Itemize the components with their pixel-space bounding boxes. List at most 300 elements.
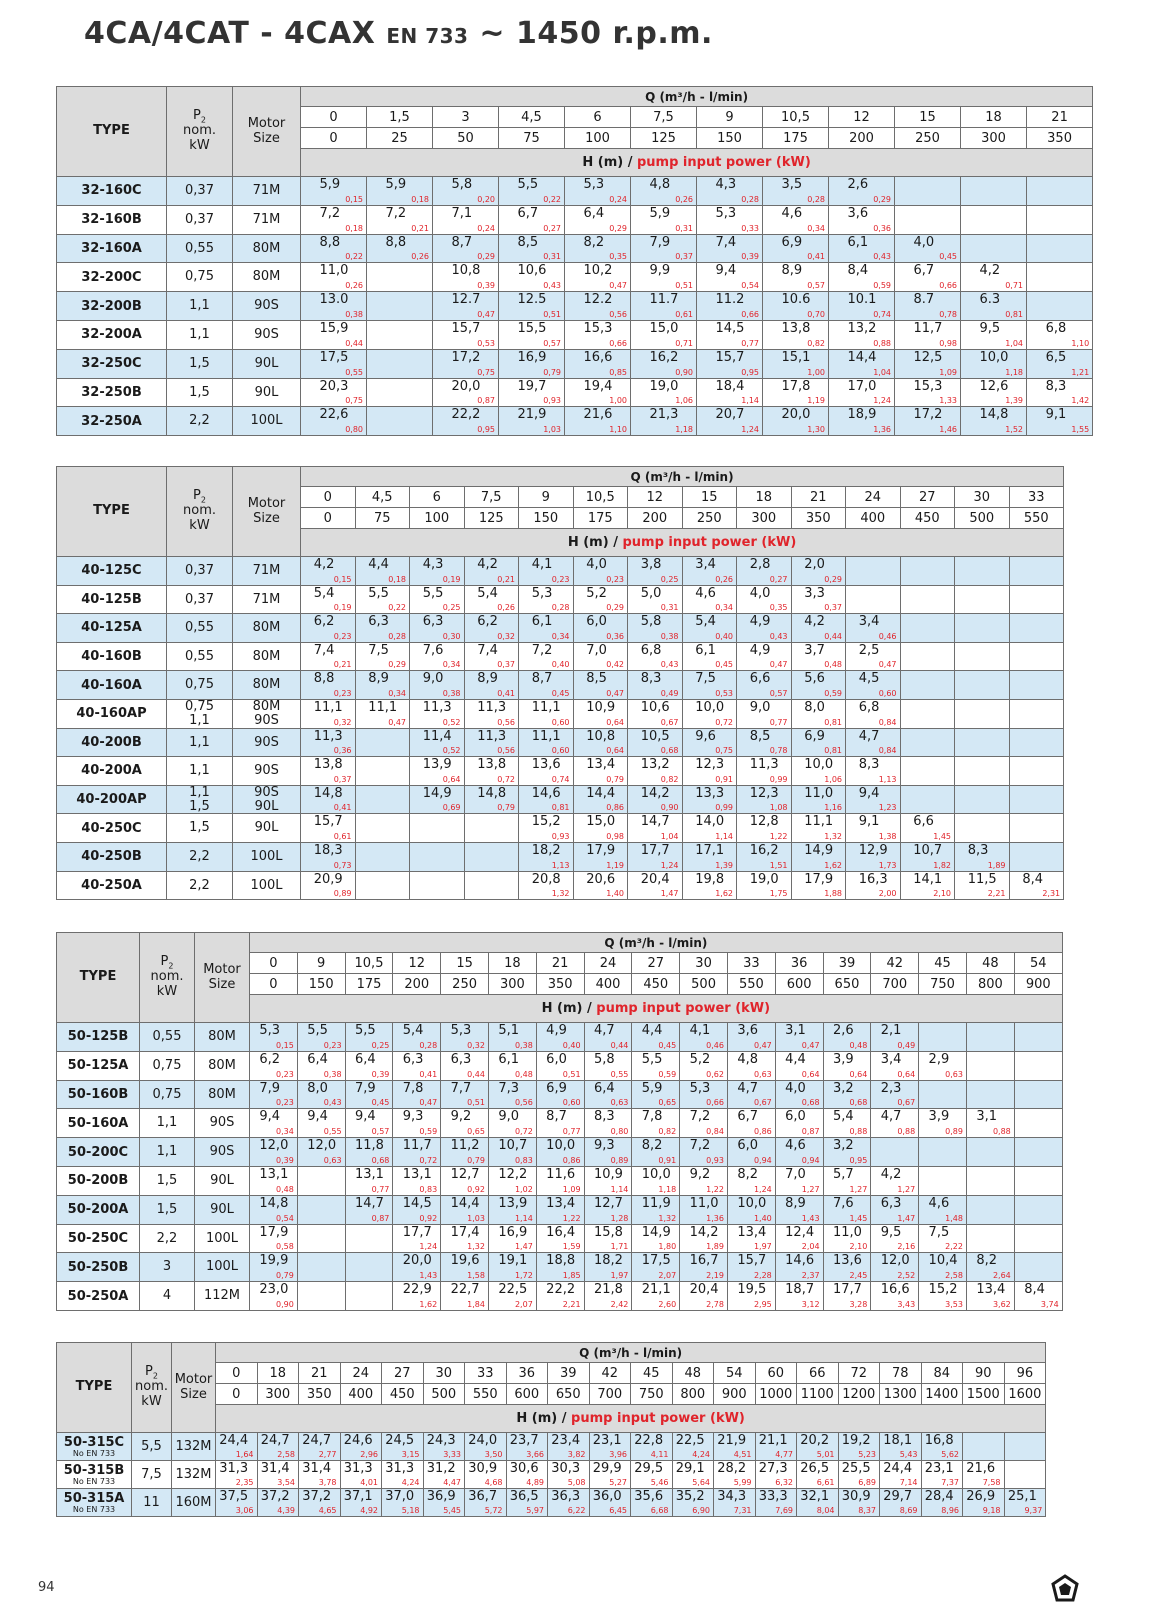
motor-cell: [195, 1051, 250, 1080]
q-m3h-value: 4,5: [499, 107, 565, 128]
data-cell: [536, 1051, 584, 1080]
power-input-value: 1,23: [878, 803, 897, 813]
type-name: 32-250A: [81, 413, 142, 429]
data-cell: [727, 1138, 775, 1167]
power-input-value: 1,39: [715, 860, 733, 870]
power-input-value: 2,10: [849, 1242, 868, 1252]
data-cell: [871, 1166, 919, 1195]
data-cell: [628, 871, 683, 900]
data-cell: [737, 585, 792, 614]
motor-cell: [172, 1461, 216, 1489]
power-input-value: 1,52: [1005, 425, 1023, 435]
power-input-value: 0,69: [442, 803, 461, 813]
header-row-q: [57, 1343, 1046, 1363]
q-m3h-value: 4,5: [355, 487, 410, 508]
data-cell: [755, 1433, 797, 1461]
data-cell: [355, 557, 410, 586]
data-cell: [846, 785, 901, 814]
power-input-value: 0,41: [497, 688, 515, 698]
power-input-value: 1,13: [551, 860, 570, 870]
data-cell: [301, 728, 356, 757]
data-cell: [1014, 1023, 1062, 1052]
power-value: 2,2: [189, 848, 210, 864]
head-value: 8,0: [307, 1080, 328, 1096]
power-input-value: 0,64: [442, 774, 461, 784]
data-cell: [340, 1461, 382, 1489]
power-input-value: 5,97: [526, 1506, 544, 1515]
type-name: 40-160AP: [76, 706, 147, 722]
head-value: 3,8: [640, 557, 662, 572]
data-cell: [775, 1282, 823, 1311]
data-cell: [791, 728, 846, 757]
data-cell: [250, 1282, 298, 1311]
data-cell: [301, 320, 367, 349]
data-cell: [697, 378, 763, 407]
head-value: 11,7: [913, 320, 943, 336]
head-value: 5,4: [402, 1023, 424, 1038]
head-value: 17,5: [641, 1253, 671, 1269]
data-cell: [628, 585, 683, 614]
data-cell: [301, 699, 356, 728]
type-name: 32-200B: [81, 298, 142, 314]
data-cell: [680, 1253, 728, 1282]
data-cell: [433, 205, 499, 234]
h-label: H (m) /: [516, 1411, 572, 1426]
motor-value: 100L: [205, 1230, 239, 1246]
power-input-value: 1,51: [769, 860, 788, 870]
head-value: 22,7: [450, 1282, 480, 1298]
power-input-value: 0,18: [411, 194, 429, 204]
p2-sub: 2: [152, 1371, 158, 1381]
power-input-value: 3,78: [318, 1478, 337, 1487]
data-cell: [682, 557, 737, 586]
data-cell: [919, 1224, 967, 1253]
head-value: 4,2: [979, 263, 1001, 279]
data-cell: [355, 699, 410, 728]
power-input-value: 0,87: [371, 1213, 390, 1223]
q-lmin-value: 25: [367, 128, 433, 149]
q-m3h-value: 10,5: [573, 487, 628, 508]
power-value: 1,1: [189, 785, 210, 800]
data-cell: [584, 1224, 632, 1253]
head-value: 15,2: [531, 814, 561, 830]
head-value: 18,4: [715, 378, 745, 394]
power-input-value: 0,89: [333, 889, 352, 899]
q-m3h-value: 39: [823, 953, 871, 974]
power-input-value: 0,55: [323, 1127, 342, 1137]
power-input-value: 0,25: [442, 603, 461, 613]
power-label: pump input power (kW): [596, 1001, 771, 1016]
table-row: [57, 349, 1093, 378]
head-value: 21,1: [758, 1433, 788, 1448]
power-input-value: 1,43: [801, 1213, 820, 1223]
brand-logo-icon: [1050, 1574, 1080, 1604]
power-input-value: 7,69: [775, 1506, 793, 1515]
size-label: Size: [253, 510, 280, 526]
head-value: 6,4: [354, 1051, 376, 1067]
power-input-value: 0,25: [660, 574, 679, 584]
power-input-value: 1,06: [675, 396, 693, 406]
power-input-value: 0,34: [275, 1127, 294, 1137]
data-cell: [880, 1461, 922, 1489]
data-cell: [499, 292, 565, 321]
data-cell: [573, 757, 628, 786]
head-value: 7,0: [586, 642, 607, 658]
power-input-value: 1,45: [933, 831, 951, 841]
data-cell: [410, 785, 465, 814]
power-input-value: 0,22: [543, 194, 561, 204]
table-row: [57, 842, 1064, 871]
power-input-value: 2,78: [706, 1299, 724, 1309]
data-cell: [697, 320, 763, 349]
power-input-value: 1,19: [606, 860, 624, 870]
power-cell: [167, 757, 233, 786]
power-input-value: 1,42: [1071, 396, 1090, 406]
data-cell: [829, 349, 895, 378]
p2-label: P: [193, 107, 201, 123]
data-cell: [519, 585, 574, 614]
data-cell: [301, 177, 367, 206]
data-cell: [632, 1080, 680, 1109]
head-value: 14,8: [979, 407, 1009, 423]
data-cell: [961, 349, 1027, 378]
type-cell: [57, 263, 167, 292]
head-value: 27,3: [758, 1461, 788, 1476]
power-input-value: 0,79: [467, 1155, 485, 1165]
head-value: 19,7: [517, 378, 547, 394]
head-value: 12.7: [451, 292, 481, 308]
type-cell: [57, 585, 167, 614]
head-value: 14,4: [847, 349, 877, 365]
q-m3h-value: 12: [393, 953, 441, 974]
data-cell: [900, 814, 955, 843]
data-cell: [410, 842, 465, 871]
data-cell: [1027, 205, 1093, 234]
table-row: [57, 671, 1064, 700]
motor-cell: [233, 320, 301, 349]
head-value: 4,9: [749, 642, 771, 658]
q-m3h-value: 7,5: [464, 487, 519, 508]
data-cell: [697, 234, 763, 263]
head-value: 14,9: [804, 842, 834, 858]
power-input-value: 0,21: [411, 223, 429, 233]
motor-value: 80M: [252, 620, 281, 636]
data-cell: [1027, 320, 1093, 349]
power-input-value: 0,40: [551, 660, 570, 670]
head-value: 2,5: [858, 642, 880, 658]
head-value: 15,7: [715, 349, 745, 365]
power-label: pump input power (kW): [622, 535, 797, 550]
type-cell: [57, 642, 167, 671]
data-cell: [519, 814, 574, 843]
data-cell: [727, 1051, 775, 1080]
type-cell: [57, 1195, 140, 1224]
head-value: 6,4: [593, 1080, 615, 1096]
power-input-value: 0,29: [873, 194, 891, 204]
q-m3h-value: 18: [961, 107, 1027, 128]
data-cell: [871, 1224, 919, 1253]
head-value: 26,5: [800, 1461, 830, 1476]
motor-label: Motor: [247, 495, 286, 511]
q-lmin-value: 0: [301, 508, 356, 529]
data-cell: [919, 1253, 967, 1282]
head-value: 23,4: [551, 1433, 581, 1448]
data-cell: [727, 1080, 775, 1109]
data-cell: [355, 785, 410, 814]
head-value: 2,1: [880, 1023, 902, 1038]
power-input-value: 0,47: [753, 1040, 772, 1050]
power-cell: [140, 1109, 195, 1138]
power-input-value: 0,26: [715, 574, 733, 584]
data-cell: [367, 320, 433, 349]
head-value: 9,4: [354, 1109, 376, 1125]
head-value: 10,0: [546, 1138, 576, 1154]
head-value: 24,7: [302, 1433, 332, 1448]
head-value: 6,7: [517, 205, 539, 221]
head-value: 17,0: [847, 378, 877, 394]
head-value: 24,6: [343, 1433, 373, 1448]
size-label: Size: [180, 1386, 207, 1402]
power-input-value: 0,51: [543, 309, 561, 319]
power-input-value: 1,40: [753, 1213, 772, 1223]
data-cell: [1014, 1138, 1062, 1167]
data-cell: [548, 1461, 590, 1489]
data-cell: [631, 1461, 673, 1489]
type-header: TYPE: [57, 87, 167, 177]
p2-label: P: [145, 1363, 153, 1379]
power-input-value: 0,44: [345, 338, 363, 348]
head-value: 36,0: [592, 1489, 622, 1504]
data-cell: [727, 1195, 775, 1224]
head-value: 5,9: [649, 205, 671, 221]
head-value: 36,7: [468, 1489, 498, 1504]
head-value: 8,4: [847, 263, 869, 279]
power-input-value: 1,30: [807, 425, 825, 435]
head-value: 2,6: [832, 1023, 854, 1038]
data-cell: [355, 585, 410, 614]
data-cell: [791, 842, 846, 871]
power-value: 0,37: [185, 211, 214, 227]
head-value: 13,4: [976, 1282, 1006, 1298]
type-note: No EN 733: [72, 1505, 116, 1514]
data-cell: [955, 614, 1010, 643]
power-input-value: 0,52: [442, 746, 461, 756]
power-input-value: 1,18: [1005, 367, 1023, 377]
power-input-value: 0,67: [753, 1098, 772, 1108]
q-lmin-value: 200: [393, 974, 441, 995]
power-input-value: 6,22: [567, 1506, 586, 1515]
head-value: 7,4: [313, 642, 335, 658]
head-value: 14,2: [689, 1224, 719, 1240]
h-power-header: [216, 1405, 1046, 1433]
motor-cell: [233, 205, 301, 234]
head-value: 10,8: [451, 263, 481, 279]
power-input-value: 0,66: [706, 1098, 724, 1108]
data-cell: [355, 757, 410, 786]
head-value: 10,9: [586, 699, 616, 715]
power-input-value: 0,82: [658, 1127, 677, 1137]
power-input-value: 0,64: [897, 1069, 916, 1079]
power-input-value: 0,64: [606, 717, 624, 727]
data-cell: [297, 1080, 345, 1109]
power-input-value: 2,96: [360, 1450, 378, 1459]
head-value: 26,9: [966, 1489, 996, 1504]
data-cell: [919, 1051, 967, 1080]
head-value: 5,8: [451, 177, 473, 192]
power-input-value: 0,55: [345, 367, 363, 377]
data-cell: [829, 205, 895, 234]
head-value: 15,5: [517, 320, 547, 336]
data-cell: [846, 585, 901, 614]
head-value: 13,1: [402, 1166, 432, 1182]
data-cell: [1004, 1461, 1046, 1489]
power-input-value: 0,81: [824, 717, 842, 727]
power-input-value: 0,63: [610, 1098, 629, 1108]
title-separator: ~: [479, 16, 506, 51]
data-cell: [1027, 378, 1093, 407]
motor-cell: [195, 1282, 250, 1311]
q-m3h-value: 30: [955, 487, 1010, 508]
type-name: 50-200B: [67, 1173, 129, 1189]
head-value: 5,1: [498, 1023, 520, 1038]
head-value: 5,3: [259, 1023, 281, 1038]
motor-value: 90L: [254, 820, 279, 836]
head-value: 4,5: [858, 671, 880, 687]
head-value: 15,7: [737, 1253, 767, 1269]
data-cell: [919, 1080, 967, 1109]
power-input-value: 0,43: [323, 1098, 342, 1108]
type-cell: [57, 557, 167, 586]
data-cell: [697, 177, 763, 206]
head-value: 13,8: [477, 757, 507, 773]
data-cell: [1009, 728, 1064, 757]
power-input-value: 0,28: [807, 194, 825, 204]
data-cell: [506, 1433, 548, 1461]
data-cell: [900, 757, 955, 786]
data-cell: [1009, 557, 1064, 586]
power-cell: [132, 1433, 172, 1461]
head-value: 11,1: [313, 699, 343, 715]
power-input-value: 0,52: [442, 717, 461, 727]
data-cell: [628, 642, 683, 671]
motor-value: 90S: [209, 1144, 235, 1160]
motor-label: Motor: [174, 1371, 213, 1387]
data-cell: [433, 234, 499, 263]
power-cell: [132, 1461, 172, 1489]
data-cell: [433, 378, 499, 407]
power-input-value: 0,39: [741, 252, 759, 262]
data-cell: [737, 614, 792, 643]
data-cell: [900, 557, 955, 586]
power-input-value: 1,24: [741, 425, 759, 435]
type-name: 32-250C: [81, 356, 142, 372]
power-input-value: 3,06: [235, 1506, 254, 1515]
head-value: 5,5: [354, 1023, 376, 1038]
head-value: 5,3: [531, 585, 553, 601]
power-value: 1,1: [189, 712, 210, 728]
power-input-value: 3,28: [849, 1299, 868, 1309]
power-cell: [167, 234, 233, 263]
data-cell: [961, 407, 1027, 436]
data-cell: [393, 1195, 441, 1224]
data-cell: [919, 1023, 967, 1052]
power-input-value: 3,82: [567, 1450, 586, 1459]
power-input-value: 0,98: [939, 338, 957, 348]
motor-value: 80M: [252, 269, 281, 285]
power-input-value: 6,45: [609, 1506, 627, 1515]
data-cell: [797, 1461, 839, 1489]
power-input-value: 0,29: [388, 660, 406, 670]
power-input-value: 2,07: [514, 1299, 533, 1309]
data-cell: [682, 699, 737, 728]
power-input-value: 0,29: [477, 252, 495, 262]
data-cell: [871, 1023, 919, 1052]
data-cell: [441, 1051, 489, 1080]
data-cell: [1009, 757, 1064, 786]
power-input-value: 0,72: [419, 1155, 438, 1165]
head-value: 5,4: [695, 614, 716, 630]
head-value: 5,9: [641, 1080, 663, 1096]
data-cell: [1027, 177, 1093, 206]
data-cell: [680, 1051, 728, 1080]
power-input-value: 0,47: [801, 1040, 820, 1050]
q-m3h-value: 21: [299, 1363, 341, 1384]
power-input-value: 1,14: [741, 396, 759, 406]
data-cell: [871, 1195, 919, 1224]
data-cell: [297, 1109, 345, 1138]
power-input-value: 0,24: [609, 194, 627, 204]
head-value: 13,3: [695, 785, 725, 801]
data-cell: [488, 1109, 536, 1138]
head-value: 8,8: [313, 671, 335, 687]
data-cell: [697, 292, 763, 321]
data-cell: [548, 1433, 590, 1461]
power-input-value: 1,14: [715, 831, 733, 841]
head-value: 6,5: [1045, 349, 1067, 365]
data-cell: [573, 642, 628, 671]
head-value: 9,4: [858, 785, 880, 801]
head-value: 29,9: [592, 1461, 622, 1476]
head-value: 12,7: [450, 1166, 480, 1182]
power-input-value: 0,23: [333, 631, 352, 641]
type-name: 32-200C: [81, 269, 142, 285]
power-input-value: 2,16: [897, 1242, 916, 1252]
type-name: 50-250C: [67, 1230, 129, 1246]
data-cell: [680, 1224, 728, 1253]
data-cell: [737, 699, 792, 728]
power-input-value: 0,23: [275, 1069, 294, 1079]
power-cell: [140, 1138, 195, 1167]
head-value: 22,2: [546, 1282, 576, 1298]
head-value: 10,4: [928, 1253, 958, 1269]
type-cell: [57, 407, 167, 436]
head-value: 35,6: [634, 1489, 664, 1504]
power-input-value: 3,53: [945, 1299, 963, 1309]
power-input-value: 0,74: [551, 774, 570, 784]
data-cell: [584, 1023, 632, 1052]
table-row: [57, 557, 1064, 586]
head-value: 16,4: [546, 1224, 576, 1240]
power-input-value: 1,24: [419, 1242, 438, 1252]
power-input-value: 1,28: [610, 1213, 629, 1223]
power-header: [167, 87, 233, 177]
power-input-value: 0,23: [606, 574, 624, 584]
q-lmin-value: 700: [871, 974, 919, 995]
power-cell: [167, 642, 233, 671]
type-name: 40-160A: [81, 677, 142, 693]
motor-cell: [195, 1195, 250, 1224]
head-value: 15,0: [649, 320, 679, 336]
